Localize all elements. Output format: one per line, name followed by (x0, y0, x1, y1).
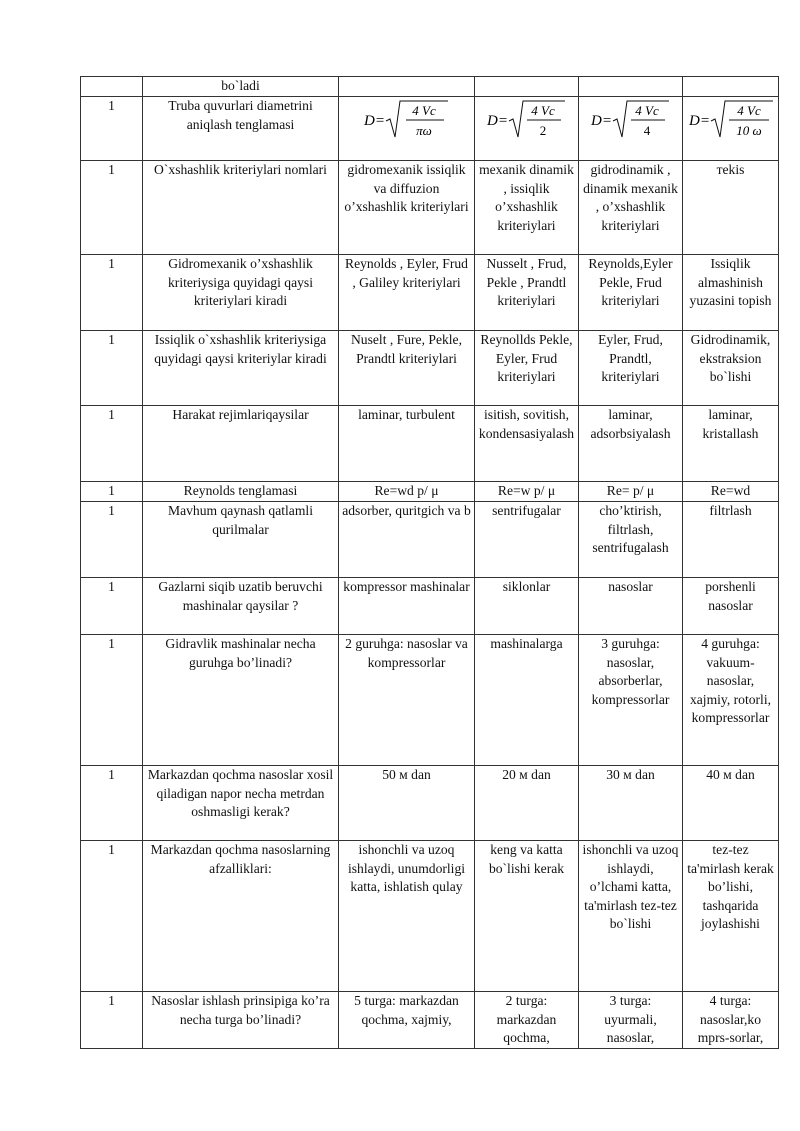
svg-text:10 ω: 10 ω (735, 123, 762, 138)
question-cell: Gidravlik mashinalar necha guruhga bo’linadi? (143, 635, 339, 766)
answer-b-cell: isitish, sovitish, kondensasiyalash (475, 406, 579, 482)
row-number: 1 (81, 482, 143, 502)
test-questions-table (80, 76, 779, 1049)
table-row (81, 406, 779, 482)
answer-a-formula (339, 97, 475, 161)
answer-b-cell: mexanik dinamik , issiqlik o’xshashlik kriteriylari (475, 161, 579, 255)
question-cell: Markazdan qochma nasoslar xosil qiladigan napor necha metrdan oshmasligi kerak? (143, 766, 339, 841)
question-cell: Gazlarni siqib uzatib beruvchi mashinalar qaysilar ? (143, 578, 339, 635)
svg-text:4: 4 (643, 123, 650, 138)
table-row (81, 635, 779, 766)
answer-a-cell: Reynolds , Eyler, Frud , Galiley kriteriylari (339, 255, 475, 331)
answer-c-cell: 30 м dan (579, 766, 683, 841)
answer-a-cell: kompressor mashinalar (339, 578, 475, 635)
table-row (81, 578, 779, 635)
answer-a-cell: 5 turga: markazdan qochma, xajmiy, (339, 992, 475, 1049)
sqrt-formula-icon (687, 97, 775, 143)
answer-b-cell: mashinalarga (475, 635, 579, 766)
answer-d-cell: Gidrodinamik, ekstraksion bo`lishi (683, 331, 779, 406)
answer-b-cell: 2 turga: markazdan qochma, (475, 992, 579, 1049)
table-row (81, 97, 779, 161)
answer-c-cell: Eyler, Frud, Prandtl, kriteriylari (579, 331, 683, 406)
answer-d-cell (683, 77, 779, 97)
row-number (81, 77, 143, 97)
svg-text:πω: πω (415, 123, 432, 138)
svg-text:4 Vc: 4 Vc (411, 103, 436, 118)
answer-a-cell: 2 guruhga: nasoslar va kompressorlar (339, 635, 475, 766)
row-number: 1 (81, 635, 143, 766)
row-number: 1 (81, 331, 143, 406)
answer-c-cell: Re= p/ μ (579, 482, 683, 502)
answer-c-cell: 3 guruhga: nasoslar, absorberlar, kompressorlar (579, 635, 683, 766)
question-cell: O`xshashlik kriteriylari nomlari (143, 161, 339, 255)
answer-c-cell: nasoslar (579, 578, 683, 635)
answer-a-cell: 50 м dan (339, 766, 475, 841)
answer-b-cell: keng va katta bo`lishi kerak (475, 841, 579, 992)
sqrt-formula-icon (362, 97, 452, 143)
row-number: 1 (81, 502, 143, 578)
answer-c-cell: Reynolds,Eyler Pekle, Frud kriteriylari (579, 255, 683, 331)
row-number: 1 (81, 97, 143, 161)
table-row (81, 331, 779, 406)
answer-b-cell (475, 77, 579, 97)
question-cell: Issiqlik o`xshashlik kriteriysiga quyidagi qaysi kriteriylar kiradi (143, 331, 339, 406)
answer-b-cell: Reynollds Pekle, Eyler, Frud kriteriylari (475, 331, 579, 406)
row-number: 1 (81, 766, 143, 841)
question-cell: Markazdan qochma nasoslarning afzalliklari: (143, 841, 339, 992)
answer-a-cell: Nuselt , Fure, Pekle, Prandtl kriteriylari (339, 331, 475, 406)
table-row (81, 161, 779, 255)
row-number: 1 (81, 255, 143, 331)
table-row (81, 255, 779, 331)
answer-b-cell: Nusselt , Frud, Pekle , Prandtl kriteriylari (475, 255, 579, 331)
answer-d-formula (683, 97, 779, 161)
answer-a-cell: Re=wd p/ μ (339, 482, 475, 502)
question-cell: Nasoslar ishlash prinsipiga ko’ra necha turga bo’linadi? (143, 992, 339, 1049)
question-cell: Gidromexanik o’xshashlik kriteriysiga quyidagi qaysi kriteriylari kiradi (143, 255, 339, 331)
question-cell: Reynolds tenglamasi (143, 482, 339, 502)
question-cell: bo`ladi (143, 77, 339, 97)
answer-c-cell: cho’ktirish, filtrlash, sentrifugalash (579, 502, 683, 578)
svg-text:4 Vc: 4 Vc (736, 103, 761, 118)
answer-c-cell: laminar, adsorbsiyalash (579, 406, 683, 482)
answer-b-cell: siklonlar (475, 578, 579, 635)
row-number: 1 (81, 992, 143, 1049)
svg-text:D=: D= (590, 113, 612, 129)
row-number: 1 (81, 578, 143, 635)
table-row (81, 482, 779, 502)
svg-text:D=: D= (486, 113, 508, 129)
answer-b-cell: sentrifugalar (475, 502, 579, 578)
answer-a-cell: adsorber, quritgich va b (339, 502, 475, 578)
answer-d-cell: tez-tez ta'mirlash kerak bo’lishi, tashqarida joylashishi (683, 841, 779, 992)
answer-d-cell: 4 guruhga: vakuum-nasoslar, xajmiy, rotorli, kompressorlar (683, 635, 779, 766)
table-row (81, 77, 779, 97)
table-row (81, 992, 779, 1049)
answer-a-cell: ishonchli va uzoq ishlaydi, unumdorligi katta, ishlatish qulay (339, 841, 475, 992)
table-row (81, 841, 779, 992)
row-number: 1 (81, 161, 143, 255)
table-row (81, 766, 779, 841)
svg-text:4 Vc: 4 Vc (634, 103, 659, 118)
question-cell: Mavhum qaynash qatlamli qurilmalar (143, 502, 339, 578)
svg-text:D=: D= (363, 113, 385, 129)
table-row (81, 502, 779, 578)
answer-d-cell: Issiqlik almashinish yuzasini topish (683, 255, 779, 331)
answer-d-cell: porshenli nasoslar (683, 578, 779, 635)
answer-c-formula (579, 97, 683, 161)
question-cell: Truba quvurlari diametrini aniqlash tenglamasi (143, 97, 339, 161)
answer-b-cell: 20 м dan (475, 766, 579, 841)
row-number: 1 (81, 841, 143, 992)
answer-c-cell: 3 turga: uyurmali, nasoslar, (579, 992, 683, 1049)
svg-text:2: 2 (539, 123, 546, 138)
answer-a-cell: laminar, turbulent (339, 406, 475, 482)
row-number: 1 (81, 406, 143, 482)
answer-d-cell: laminar, kristallash (683, 406, 779, 482)
svg-text:4 Vc: 4 Vc (530, 103, 555, 118)
question-cell: Harakat rejimlariqaysilar (143, 406, 339, 482)
svg-text:D=: D= (688, 113, 710, 129)
answer-d-cell: filtrlash (683, 502, 779, 578)
answer-a-cell (339, 77, 475, 97)
sqrt-formula-icon (485, 97, 569, 143)
answer-c-cell: ishonchli va uzoq ishlaydi, o’lchami katta, ta'mirlash tez-tez bo`lishi (579, 841, 683, 992)
answer-b-cell: Re=w p/ μ (475, 482, 579, 502)
answer-d-cell: 4 turga: nasoslar,ko mprs-sorlar, (683, 992, 779, 1049)
answer-d-cell: 40 м dan (683, 766, 779, 841)
answer-c-cell: gidrodinamik , dinamik mexanik , o’xshashlik kriteriylari (579, 161, 683, 255)
answer-a-cell: gidromexanik issiqlik va diffuzion o’xshashlik kriteriylari (339, 161, 475, 255)
answer-b-formula (475, 97, 579, 161)
answer-d-cell: тekis (683, 161, 779, 255)
sqrt-formula-icon (589, 97, 673, 143)
answer-d-cell: Re=wd (683, 482, 779, 502)
answer-c-cell (579, 77, 683, 97)
